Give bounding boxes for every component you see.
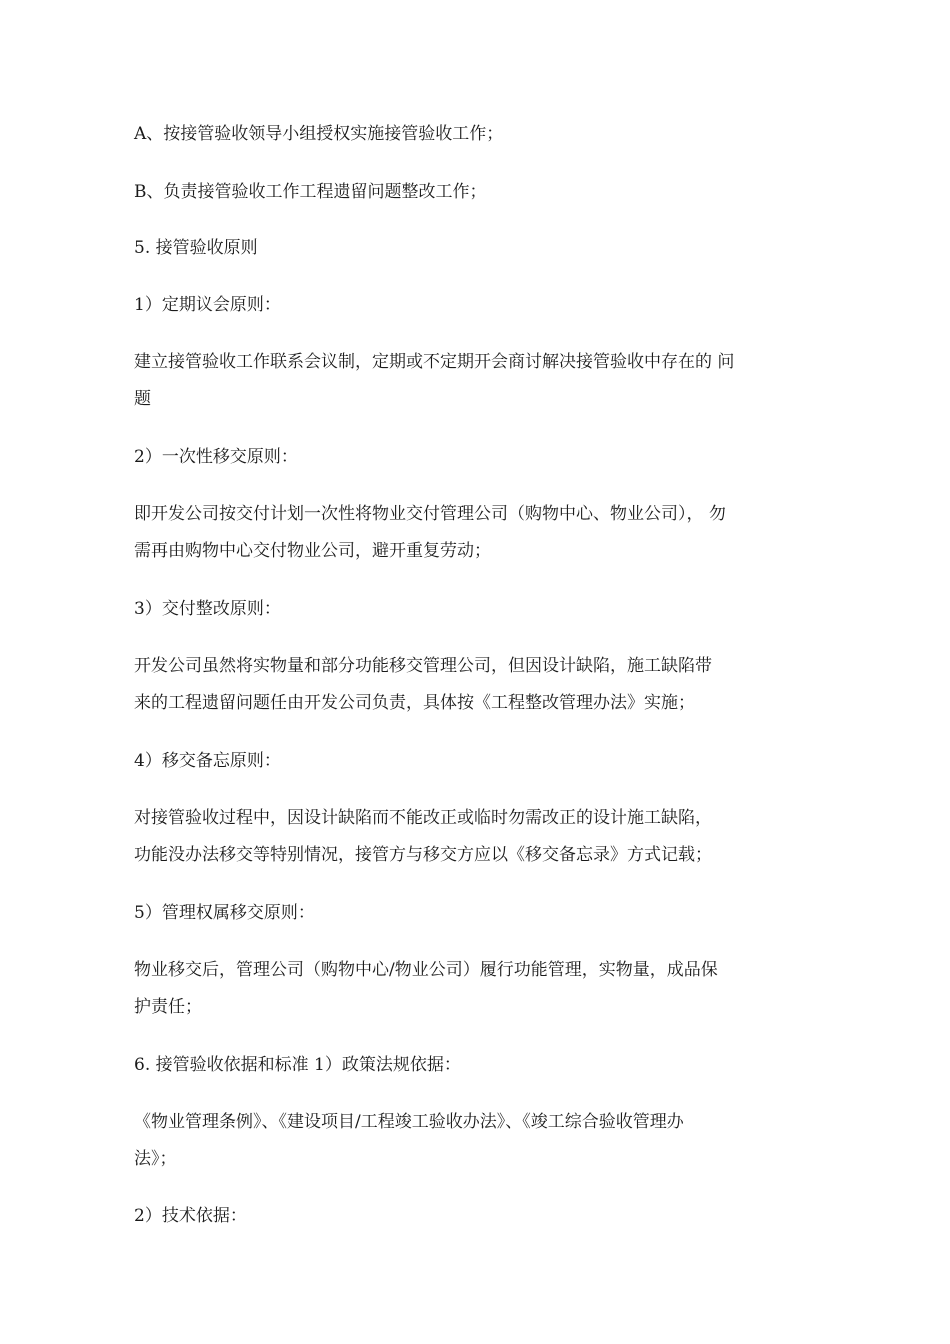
- principle-heading-3: [134, 591, 824, 628]
- text-line: 5. 接管验收原则: [134, 238, 258, 258]
- section-heading-6: [134, 1047, 824, 1084]
- technical-basis-heading: [134, 1198, 824, 1235]
- regulation-list: [134, 1104, 824, 1178]
- text-line: 2）一次性移交原则：: [134, 447, 298, 467]
- section-heading-5: [134, 230, 824, 267]
- paragraph-a-duty: [134, 116, 824, 153]
- principle-heading-1: [134, 287, 824, 324]
- principle-body-5: [134, 952, 824, 1026]
- text-line: 6. 接管验收依据和标准 1）政策法规依据：: [134, 1055, 461, 1075]
- text-line: 来的工程遗留问题任由开发公司负责，具体按《工程整改管理办法》实施；: [134, 693, 695, 713]
- text-line: B、负责接管验收工作工程遗留问题整改工作；: [134, 182, 487, 202]
- principle-heading-4: [134, 743, 824, 780]
- text-line: 题: [134, 389, 151, 409]
- text-line: 需再由购物中心交付物业公司，避开重复劳动；: [134, 541, 491, 561]
- text-line: 即开发公司按交付计划一次性将物业交付管理公司（购物中心、物业公司）， 勿: [134, 504, 726, 524]
- principle-heading-5: [134, 895, 824, 932]
- text-line: A、按接管验收领导小组授权实施接管验收工作；: [134, 124, 504, 144]
- text-line: 1）定期议会原则：: [134, 295, 281, 315]
- text-line: 《物业管理条例》、《建设项目/工程竣工验收办法》、《竣工综合验收管理办: [134, 1112, 684, 1132]
- text-line: 法》；: [134, 1149, 177, 1169]
- principle-body-1: [134, 344, 824, 418]
- text-line: 2）技术依据：: [134, 1206, 247, 1226]
- principle-body-2: [134, 496, 824, 570]
- paragraph-b-duty: [134, 174, 824, 211]
- text-line: 物业移交后，管理公司（购物中心/物业公司）履行功能管理，实物量，成品保: [134, 960, 718, 980]
- text-line: 建立接管验收工作联系会议制，定期或不定期开会商讨解决接管验收中存在的 问: [134, 352, 735, 372]
- principle-body-4: [134, 800, 824, 874]
- text-line: 功能没办法移交等特别情况，接管方与移交方应以《移交备忘录》方式记载；: [134, 845, 712, 865]
- text-line: 5）管理权属移交原则：: [134, 903, 315, 923]
- text-line: 开发公司虽然将实物量和部分功能移交管理公司，但因设计缺陷，施工缺陷带: [134, 656, 712, 676]
- text-line: 3）交付整改原则：: [134, 599, 281, 619]
- text-line: 护责任；: [134, 997, 202, 1017]
- text-line: 对接管验收过程中，因设计缺陷而不能改正或临时勿需改正的设计施工缺陷，: [134, 808, 712, 828]
- principle-body-3: [134, 648, 824, 722]
- principle-heading-2: [134, 439, 824, 476]
- text-line: 4）移交备忘原则：: [134, 751, 281, 771]
